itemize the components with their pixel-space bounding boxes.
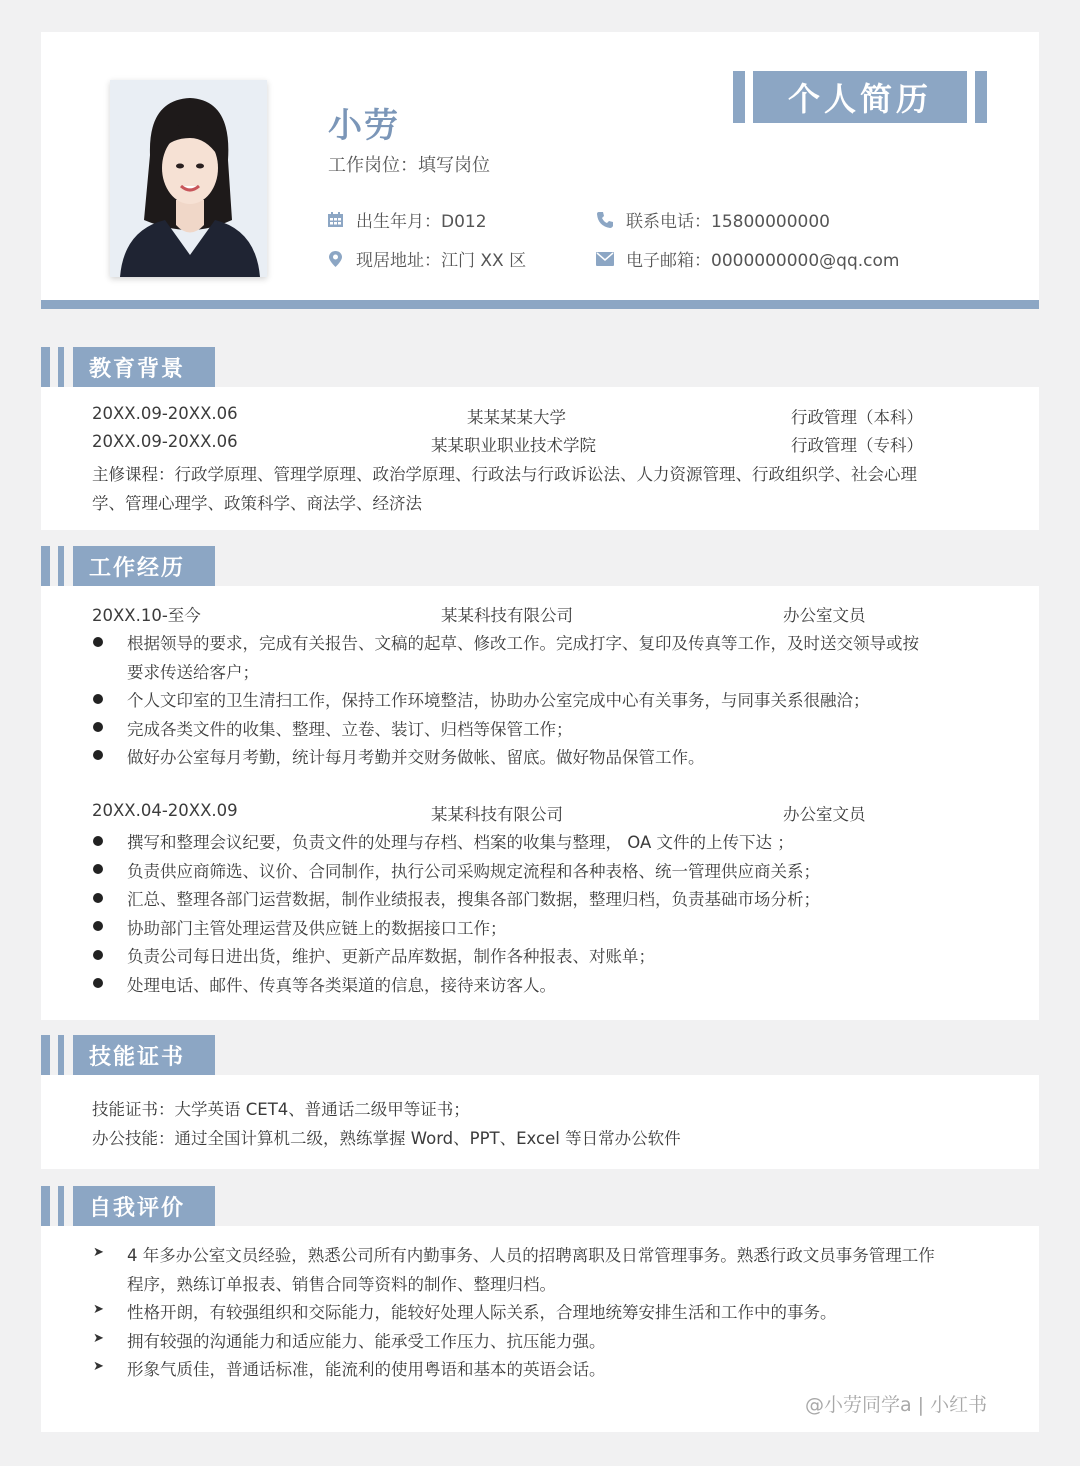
email-info xyxy=(596,246,899,271)
job-role: 办公室文员 xyxy=(783,805,866,824)
edu-school: 某某某某大学 xyxy=(467,408,566,427)
phone-info xyxy=(596,207,830,232)
calendar-icon xyxy=(327,211,344,228)
profile-photo xyxy=(110,80,267,277)
spacer xyxy=(41,530,1039,546)
resume-title-banner xyxy=(733,71,989,123)
person-name: 小劳 xyxy=(328,106,400,146)
job-duty: 完成各类文件的收集、整理、立卷、装订、归档等保管工作； xyxy=(127,720,573,739)
bullet-dot-icon xyxy=(93,893,103,903)
bullet-dot-icon xyxy=(93,921,103,931)
spacer xyxy=(41,1169,1039,1186)
job-company: 某某科技有限公司 xyxy=(431,805,563,824)
job-duty: 处理电话、邮件、传真等各类渠道的信息，接待来访客人。 xyxy=(127,976,556,995)
self-eval-line-cont: 程序，熟练订单报表、销售合同等资料的制作、整理归档。 xyxy=(127,1275,556,1294)
job-position: 工作岗位：填写岗位 xyxy=(328,155,490,176)
section-work-header xyxy=(41,546,1039,586)
bullet-dot-icon xyxy=(93,836,103,846)
bullet-dot-icon xyxy=(93,694,103,704)
section-title: 技能证书 xyxy=(73,1035,215,1075)
birth-info xyxy=(327,207,487,232)
job-date: 20XX.10-至今 xyxy=(92,606,201,625)
section-self-header xyxy=(41,1186,1039,1226)
address-text: 现居地址：江门 XX 区 xyxy=(356,251,527,271)
address-info xyxy=(327,246,526,271)
bullet-dot-icon xyxy=(93,978,103,988)
title-bar-left xyxy=(733,71,745,123)
phone-icon xyxy=(596,211,614,229)
section-education-header xyxy=(41,347,1039,387)
job-duty: 负责公司每日进出货，维护、更新产品库数据，制作各种报表、对账单； xyxy=(127,947,655,966)
bullet-dot-icon xyxy=(93,950,103,960)
arrow-bullet-icon: ➤ xyxy=(93,1331,104,1346)
section-skills-header xyxy=(41,1035,1039,1075)
edu-courses-cont: 学、管理心理学、政策科学、商法学、经济法 xyxy=(92,494,422,513)
job-duty-cont: 要求传送给客户； xyxy=(127,663,259,682)
edu-date: 20XX.09-20XX.06 xyxy=(92,404,238,423)
self-eval-line: 拥有较强的沟通能力和适应能力、能承受工作压力、抗压能力强。 xyxy=(127,1332,606,1351)
title-bar-right xyxy=(975,71,987,123)
skill-line: 技能证书：大学英语 CET4、普通话二级甲等证书； xyxy=(92,1100,470,1119)
birth-text: 出生年月：D012 xyxy=(356,212,487,232)
bullet-dot-icon xyxy=(93,722,103,732)
mail-icon xyxy=(596,252,614,266)
bullet-dot-icon xyxy=(93,637,103,647)
section-title: 教育背景 xyxy=(73,347,215,387)
job-date: 20XX.04-20XX.09 xyxy=(92,801,238,820)
self-eval-line: 4 年多办公室文员经验，熟悉公司所有内勤事务、人员的招聘离职及日常管理事务。熟悉行政文员事务管理工作 xyxy=(127,1246,935,1265)
email-text: 电子邮箱：0000000000@qq.com xyxy=(626,251,900,271)
skill-line: 办公技能：通过全国计算机二级，熟练掌握 Word、PPT、Excel 等日常办公软件 xyxy=(92,1129,681,1148)
section-title: 自我评价 xyxy=(73,1186,215,1226)
location-pin-icon xyxy=(327,250,344,268)
job-role: 办公室文员 xyxy=(783,606,866,625)
job-company: 某某科技有限公司 xyxy=(441,606,573,625)
watermark: @小劳同学a | 小红书 xyxy=(805,1394,988,1416)
job-duty: 撰写和整理会议纪要，负责文件的处理与存档、档案的收集与整理， OA 文件的上传下达 ； xyxy=(127,833,794,852)
arrow-bullet-icon: ➤ xyxy=(93,1302,104,1317)
section-title: 工作经历 xyxy=(73,546,215,586)
spacer xyxy=(41,1020,1039,1035)
bullet-dot-icon xyxy=(93,750,103,760)
phone-text: 联系电话：15800000000 xyxy=(626,212,830,232)
bullet-dot-icon xyxy=(93,864,103,874)
edu-school: 某某职业职业技术学院 xyxy=(431,436,596,455)
job-duty: 协助部门主管处理运营及供应链上的数据接口工作； xyxy=(127,919,507,938)
edu-major: 行政管理（专科） xyxy=(791,436,923,455)
self-eval-line: 性格开朗，有较强组织和交际能力，能较好处理人际关系，合理地统筹安排生活和工作中的事务。 xyxy=(127,1303,837,1322)
edu-major: 行政管理（本科） xyxy=(791,408,923,427)
edu-courses: 主修课程：行政学原理、管理学原理、政治学原理、行政法与行政诉讼法、人力资源管理、行政组织学、社会心理 xyxy=(92,465,917,484)
resume-title: 个人简历 xyxy=(753,71,967,123)
edu-date: 20XX.09-20XX.06 xyxy=(92,432,238,451)
job-duty: 个人文印室的卫生清扫工作，保持工作环境整洁，协助办公室完成中心有关事务，与同事关系很融洽； xyxy=(127,691,870,710)
spacer xyxy=(41,309,1039,347)
self-eval-line: 形象气质佳，普通话标准，能流利的使用粤语和基本的英语会话。 xyxy=(127,1360,606,1379)
job-duty: 根据领导的要求，完成有关报告、文稿的起草、修改工作。完成打字、复印及传真等工作，及时送交领导或按 xyxy=(127,634,919,653)
arrow-bullet-icon: ➤ xyxy=(93,1359,104,1374)
job-duty: 做好办公室每月考勤，统计每月考勤并交财务做帐、留底。做好物品保管工作。 xyxy=(127,748,705,767)
job-duty: 负责供应商筛选、议价、合同制作，执行公司采购规定流程和各种表格、统一管理供应商关系； xyxy=(127,862,820,881)
arrow-bullet-icon: ➤ xyxy=(93,1245,104,1260)
header-divider xyxy=(41,300,1039,309)
job-duty: 汇总、整理各部门运营数据，制作业绩报表，搜集各部门数据，整理归档，负责基础市场分析； xyxy=(127,890,820,909)
resume-page xyxy=(41,32,1039,1432)
